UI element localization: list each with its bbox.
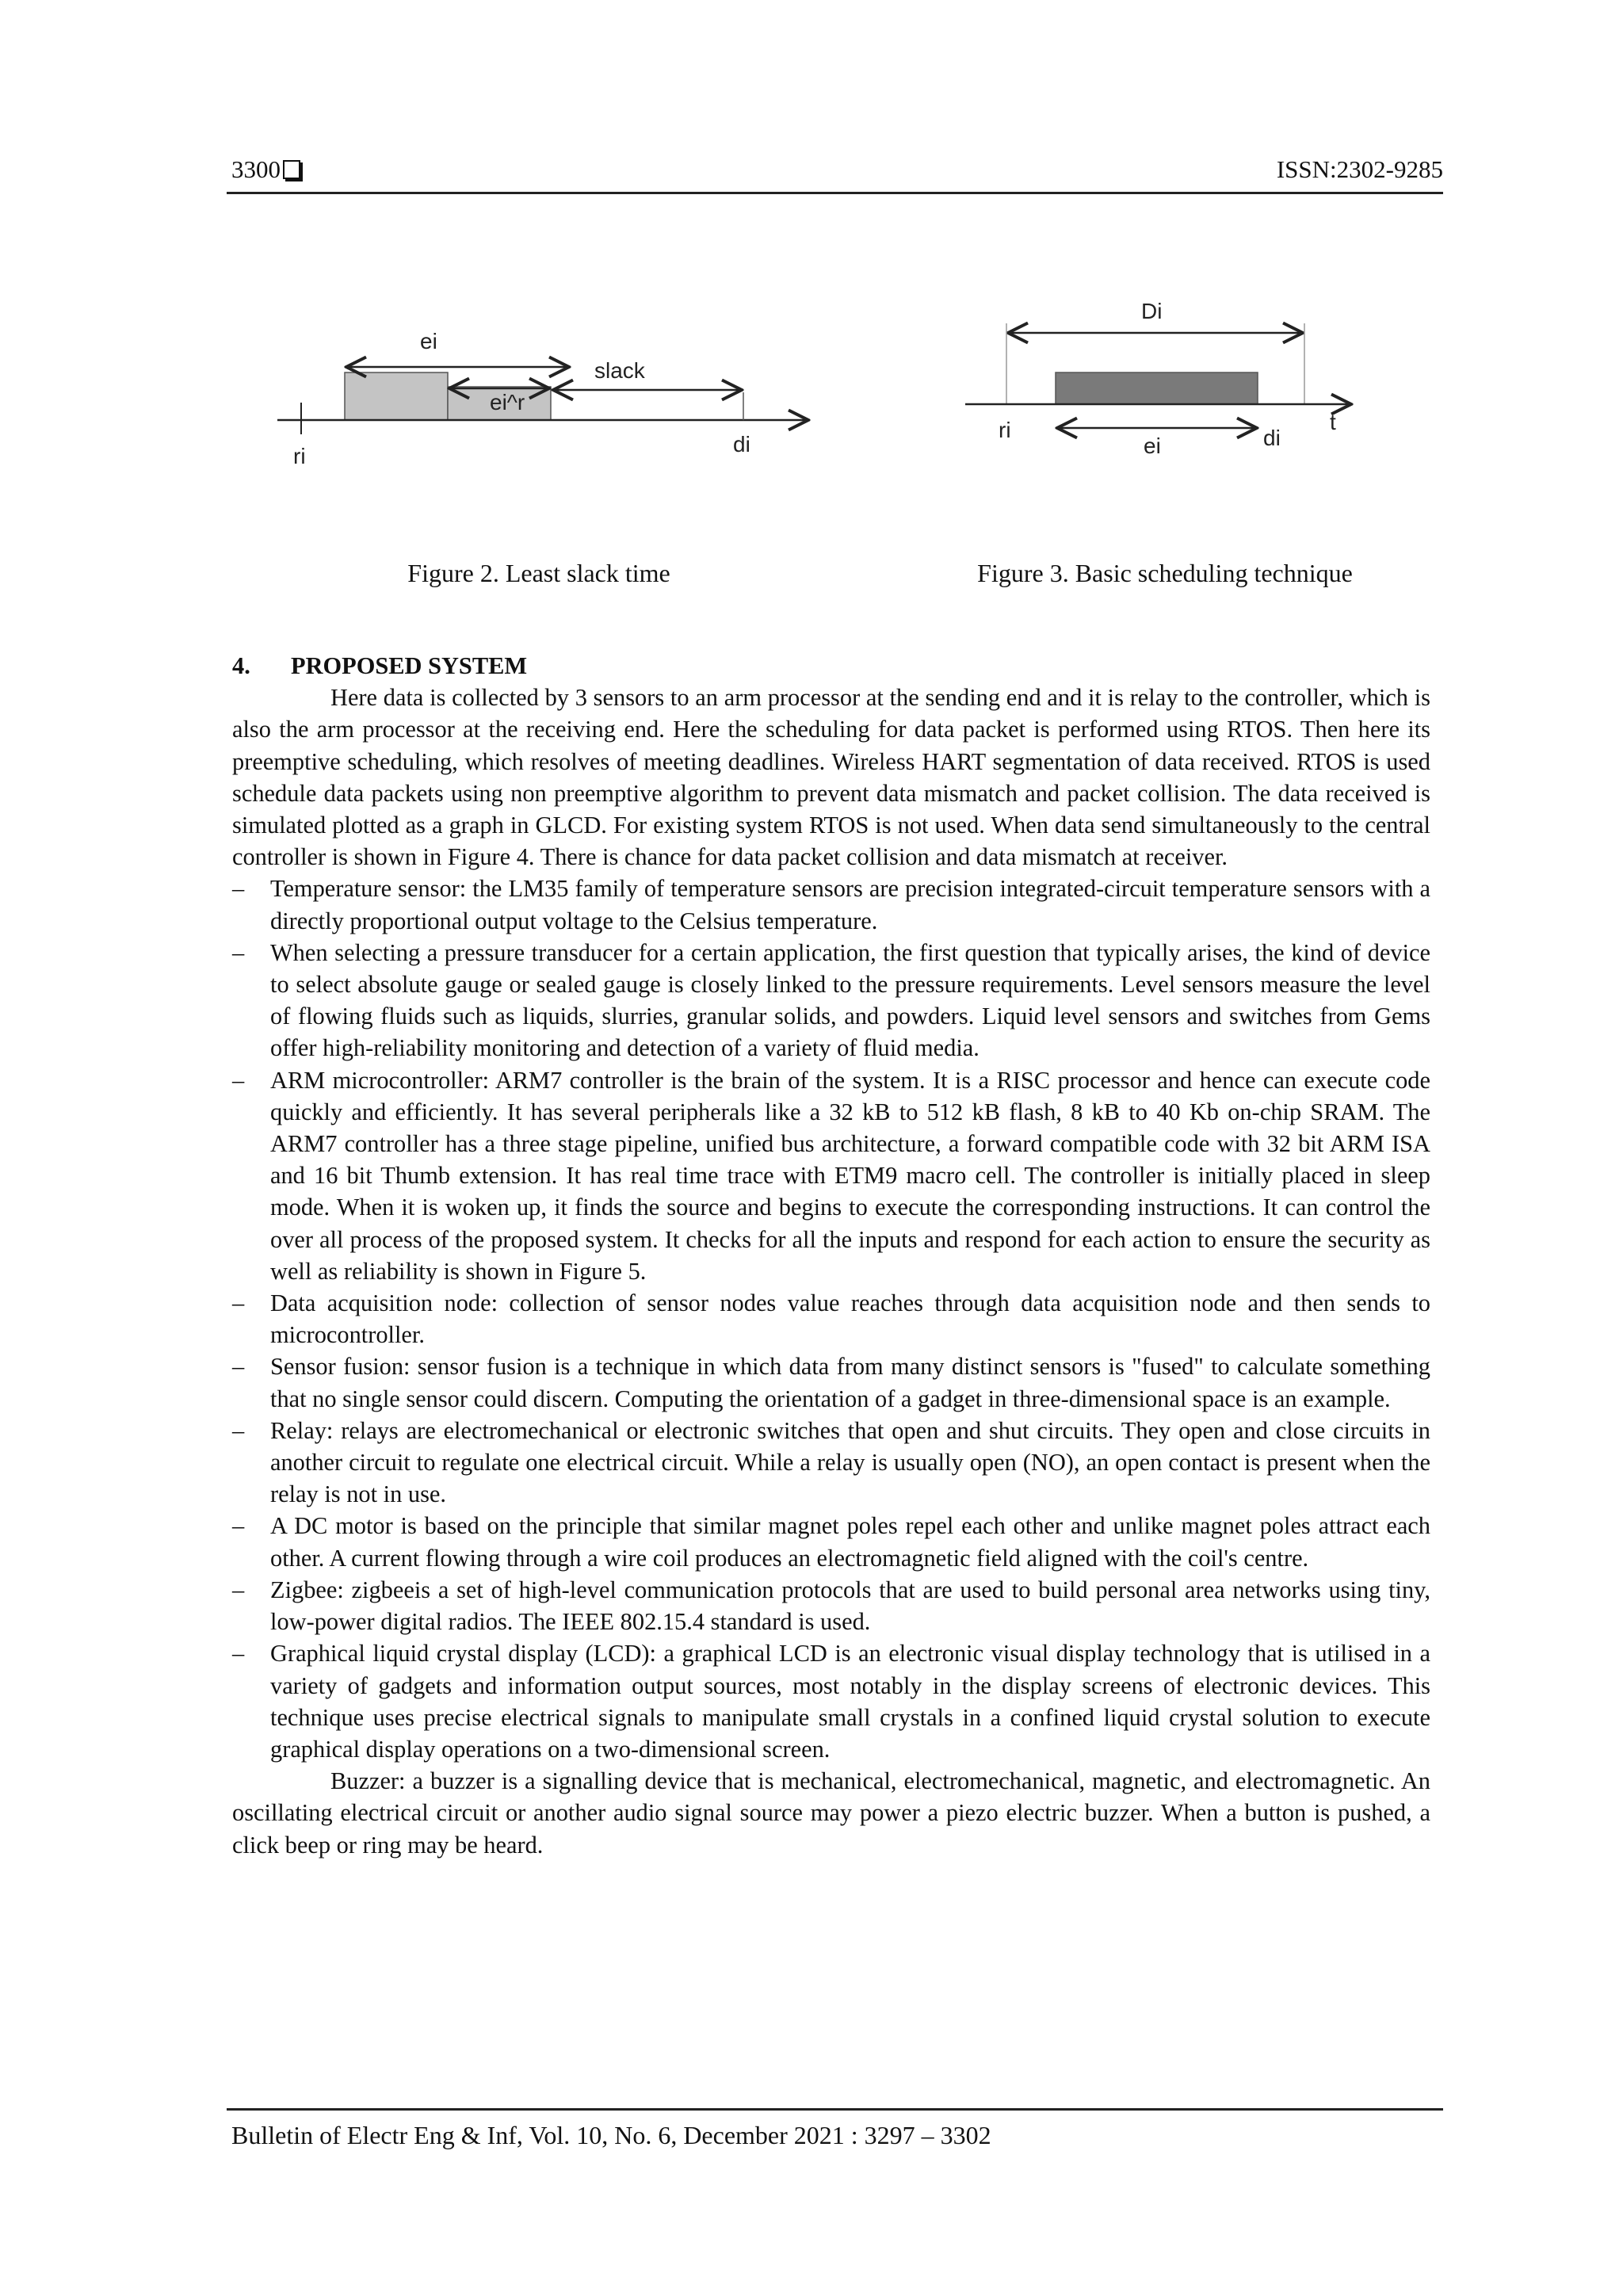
figure-2-caption: Figure 2. Least slack time (407, 559, 670, 587)
list-item: – Relay: relays are electromechanical or electronic switches that open and shut circuits. They open and close circuits in another circuit to regulate one electrical circuit. While a relay is usually open (NO), an open contact is present when the relay is not in use. (232, 1415, 1430, 1511)
list-item: – Zigbee: zigbeeis a set of high-level communication protocols that are used to build personal area networks using tiny, low-power digital radios. The IEEE 802.15.4 standard is used. (232, 1574, 1430, 1637)
section-number: 4. (232, 652, 250, 679)
ei-label: ei (420, 329, 437, 353)
section-body (232, 650, 1430, 1861)
list-item: – When selecting a pressure transducer for a certain application, the first question that typically arises, the kind of device to select absolute gauge or sealed gauge is closely linked to the pressure requirements. Level sensors measure the level of flowing fluids such as liquids, slurries, granular solids, and powders. Liquid level sensors and switches from Gems offer high-reliability monitoring and detection of a variety of fluid media. (232, 937, 1430, 1064)
intro-paragraph: Here data is collected by 3 sensors to an arm processor at the sending end and it is relay to the controller, which is also the arm processor at the receiving end. Here the scheduling for data packet is performed using RTOS. Then here its preemptive scheduling, which resolves of meeting deadlines. Wireless HART segmentation of data received. RTOS is used schedule data packets using non preemptive algorithm to prevent data mismatch and packet collision. The data received is simulated plotted as a graph in GLCD. For existing system RTOS is not used. When data send simultaneously to the central controller is shown in Figure 4. There is chance for data packet collision and data mismatch at receiver. (232, 684, 1430, 871)
list-item: – A DC motor is based on the principle that similar magnet poles repel each other and unlike magnet poles attract each other. A current flowing through a wire coil produces an electromagnetic field aligned with the coil's centre. (232, 1510, 1430, 1573)
section-heading (232, 650, 1430, 682)
di-label: di (1263, 426, 1281, 450)
list-item: – Sensor fusion: sensor fusion is a technique in which data from many distinct sensors is "fused" to calculate something that no single sensor could discern. Computing the orientation of a gadget in three-dimensional space is an example. (232, 1350, 1430, 1414)
figure-3-diagram (951, 285, 1395, 523)
di-label: di (733, 432, 750, 457)
basic-scheduling-svg (951, 285, 1395, 523)
footer-rule (227, 2108, 1443, 2111)
ei-r-label: ei^r (490, 390, 525, 415)
ei-block (1056, 372, 1258, 404)
header-rule (227, 192, 1443, 194)
list-item: – Temperature sensor: the LM35 family of temperature sensors are precision integrated-circuit temperature sensors with a directly proportional output voltage to the Celsius temperature. (232, 873, 1430, 936)
list-item: – Data acquisition node: collection of sensor nodes value reaches through data acquisition node and then sends to microcontroller. (232, 1287, 1430, 1350)
list-item: – ARM microcontroller: ARM7 controller is the brain of the system. It is a RISC processor and hence can execute code quickly and efficiently. It has several peripherals like a 32 kB to 512 kB flash, 8 kB to 40 Kb on-chip SRAM. The ARM7 controller has a three stage pipeline, unified bus architecture, a forward compatible code with 32 bit ARM ISA and 16 bit Thumb extension. It has real time trace with ETM9 macro cell. The controller is initially placed in sleep mode. When it is woken up, it finds the source and begins to execute the corresponding instructions. It can control the over all process of the proposed system. It checks for all the inputs and respond for each action to ensure the security as well as reliability is shown in Figure 5. (232, 1064, 1430, 1287)
box-icon (283, 160, 300, 179)
ri-label: ri (999, 418, 1011, 442)
slack-label: slack (594, 358, 645, 383)
section-title: PROPOSED SYSTEM (291, 652, 528, 679)
figure-3-caption: Figure 3. Basic scheduling technique (977, 559, 1353, 587)
ri-label: ri (293, 444, 306, 468)
page-number: 3300 (231, 155, 300, 184)
buzzer-paragraph: Buzzer: a buzzer is a signalling device that is mechanical, electromechanical, magnetic, and electromagnetic. An oscillating electrical circuit or another audio signal source may power a piezo electric buzzer. When a button is pushed, a click beep or ring may be heard. (232, 1767, 1430, 1859)
ei-block (345, 372, 448, 420)
footer-citation: Bulletin of Electr Eng & Inf, Vol. 10, No. 6, December 2021 : 3297 – 3302 (231, 2121, 991, 2149)
t-label: t (1330, 410, 1336, 434)
component-list (232, 873, 1430, 1765)
Di-label: Di (1141, 299, 1163, 323)
issn: ISSN:2302-9285 (1276, 155, 1443, 183)
least-slack-svg (269, 309, 824, 483)
list-item: – Graphical liquid crystal display (LCD): a graphical LCD is an electronic visual display technology that is utilised in a variety of gadgets and information output sources, most notably in the display screens of electronic devices. This technique uses precise electrical signals to manipulate small crystals in a confined liquid crystal solution to execute graphical display operations on a two-dimensional screen. (232, 1637, 1430, 1765)
ei-label: ei (1144, 434, 1161, 458)
figure-2-diagram (269, 309, 824, 483)
